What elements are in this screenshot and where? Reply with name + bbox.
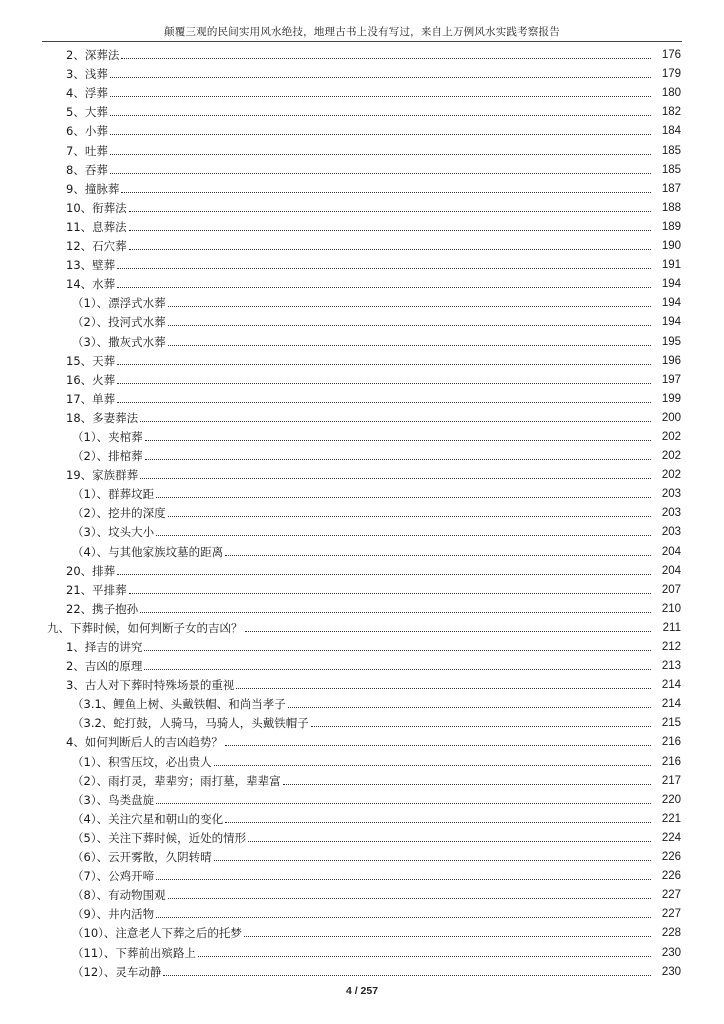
toc-entry[interactable] <box>0 482 724 501</box>
toc-entry-page-number: 202 <box>661 450 681 463</box>
toc-entry[interactable] <box>0 158 724 177</box>
page-number: 4 / 257 <box>345 985 379 997</box>
dot-leader <box>140 612 651 613</box>
toc-entry[interactable] <box>0 177 724 196</box>
toc-entry-label: 13、壁葬 <box>66 258 116 273</box>
dot-leader <box>156 803 651 804</box>
toc-entry[interactable] <box>0 749 724 768</box>
dot-leader <box>140 421 651 422</box>
toc-entry-label: （3）、鸟类盘旋 <box>72 792 155 807</box>
toc-entry[interactable] <box>0 883 724 902</box>
toc-entry-page-number: 184 <box>661 125 681 138</box>
toc-entry-label: （1）、积雪压坟，必出贵人 <box>72 754 212 769</box>
toc-entry-label: 9、撞脉葬 <box>66 181 120 196</box>
dot-leader <box>156 497 651 498</box>
dot-leader <box>110 115 651 116</box>
toc-entry-page-number: 228 <box>661 927 681 940</box>
toc-entry[interactable] <box>0 788 724 807</box>
toc-entry-page-number: 203 <box>661 488 681 501</box>
dot-leader <box>168 345 651 346</box>
toc-entry-page-number: 216 <box>661 755 681 768</box>
dot-leader <box>110 154 651 155</box>
toc-entry[interactable] <box>0 272 724 291</box>
toc-entry-label: （2）、投河式水葬 <box>72 315 166 330</box>
toc-entry-label: （4）、关注穴星和朝山的变化 <box>72 811 224 826</box>
toc-entry-label: （3.2、蛇打鼓，人骑马，马骑人，头戴铁帽子 <box>72 716 309 731</box>
toc-entry[interactable] <box>0 387 724 406</box>
toc-entry-label: （3）、坟头大小 <box>72 525 155 540</box>
toc-entry[interactable] <box>0 406 724 425</box>
toc-entry-page-number: 188 <box>661 201 681 214</box>
dot-leader <box>117 383 651 384</box>
toc-entry-label: （9）、井内活物 <box>72 907 155 922</box>
toc-entry-page-number: 187 <box>661 182 681 195</box>
dot-leader <box>140 478 651 479</box>
toc-entry-label: 九、下葬时候，如何判断子女的吉凶？ <box>47 620 243 635</box>
toc-entry-page-number: 224 <box>661 831 681 844</box>
toc-entry[interactable] <box>0 807 724 826</box>
toc-entry-page-number: 230 <box>661 965 681 978</box>
dot-leader <box>311 726 651 727</box>
dot-leader <box>145 440 651 441</box>
toc-entry[interactable] <box>0 769 724 788</box>
toc-entry[interactable] <box>0 692 724 711</box>
toc-entry[interactable] <box>0 100 724 119</box>
toc-entry-label: 12、石穴葬 <box>66 239 127 254</box>
dot-leader <box>214 860 651 861</box>
toc-entry-page-number: 194 <box>661 316 681 329</box>
toc-entry-label: 14、水葬 <box>66 277 116 292</box>
toc-entry[interactable] <box>0 940 724 959</box>
toc-entry[interactable] <box>0 463 724 482</box>
toc-entry-label: 4、浮葬 <box>66 86 108 101</box>
toc-entry-page-number: 230 <box>661 946 681 959</box>
toc-entry-label: 11、息葬法 <box>66 219 127 234</box>
dot-leader <box>117 364 651 365</box>
toc-entry-page-number: 185 <box>661 144 681 157</box>
dot-leader <box>117 402 651 403</box>
toc-entry-page-number: 220 <box>661 793 681 806</box>
toc-entry-page-number: 180 <box>661 87 681 100</box>
dot-leader <box>225 822 651 823</box>
toc-entry[interactable] <box>0 425 724 444</box>
toc-entry-label: （2）、挖井的深度 <box>72 506 166 521</box>
toc-entry-page-number: 202 <box>661 430 681 443</box>
toc-entry-label: 10、衔葬法 <box>66 200 127 215</box>
dot-leader <box>245 631 652 632</box>
dot-leader <box>144 669 651 670</box>
toc-entry-label: （2）、排棺葬 <box>72 449 143 464</box>
toc-entry-label: （11）、下葬前出殡路上 <box>72 945 196 960</box>
toc-entry-label: （1）、夹棺葬 <box>72 429 143 444</box>
dot-leader <box>156 917 651 918</box>
toc-entry[interactable] <box>0 349 724 368</box>
toc-entry[interactable] <box>0 960 724 979</box>
toc-entry-page-number: 203 <box>661 507 681 520</box>
toc-entry-label: 7、吐葬 <box>66 143 108 158</box>
dot-leader <box>163 975 651 976</box>
toc-entry-page-number: 227 <box>661 908 681 921</box>
dot-leader <box>121 58 651 59</box>
dot-leader <box>168 898 651 899</box>
toc-entry[interactable] <box>0 864 724 883</box>
toc-entry[interactable] <box>0 845 724 864</box>
toc-entry[interactable] <box>0 81 724 100</box>
toc-entry-page-number: 227 <box>661 889 681 902</box>
toc-entry-label: （6）、云开雾散，久阴转晴 <box>72 850 212 865</box>
toc-entry-label: 20、排葬 <box>66 563 116 578</box>
toc-entry-page-number: 202 <box>661 469 681 482</box>
toc-entry-page-number: 210 <box>661 602 681 615</box>
toc-entry[interactable] <box>0 902 724 921</box>
toc-entry-page-number: 203 <box>661 526 681 539</box>
toc-entry[interactable] <box>0 616 724 635</box>
toc-entry-label: 1、择吉的讲究 <box>66 640 143 654</box>
toc-entry-label: （5）、关注下葬时候，近处的情形 <box>72 830 247 845</box>
toc-entry-label: （2）、雨打灵，辈辈穷；雨打墓，辈辈富 <box>72 773 281 788</box>
toc-entry[interactable] <box>0 654 724 673</box>
toc-entry-page-number: 196 <box>661 354 681 367</box>
dot-leader <box>283 784 651 785</box>
toc-entry-label: 2、深葬法 <box>66 48 120 63</box>
toc-entry-label: （3）、撒灰式水葬 <box>72 334 166 349</box>
toc-entry-page-number: 185 <box>661 163 681 176</box>
toc-entry-page-number: 200 <box>661 411 681 424</box>
toc-entry[interactable] <box>0 43 724 62</box>
toc-entry-label: 21、平排葬 <box>66 582 127 597</box>
toc-entry-page-number: 189 <box>661 220 681 233</box>
dot-leader <box>110 96 651 97</box>
toc-entry-page-number: 176 <box>661 49 681 62</box>
toc-entry-page-number: 182 <box>661 106 681 119</box>
toc-entry-label: 15、天葬 <box>66 353 116 368</box>
toc-entry-page-number: 214 <box>661 679 681 692</box>
toc-entry-label: 6、小葬 <box>66 124 108 139</box>
toc-entry[interactable] <box>0 921 724 940</box>
dot-leader <box>198 956 651 957</box>
toc-entry[interactable] <box>0 444 724 463</box>
toc-entry[interactable] <box>0 597 724 616</box>
toc-entry[interactable] <box>0 578 724 597</box>
toc-entry-page-number: 226 <box>661 851 681 864</box>
dot-leader <box>117 268 651 269</box>
toc-entry-label: （7）、公鸡开啼 <box>72 869 155 884</box>
toc-entry-label: （1）、漂浮式水葬 <box>72 296 166 311</box>
toc-entry-label: 17、单葬 <box>66 391 116 406</box>
toc-entry[interactable] <box>0 310 724 329</box>
toc-entry-label: （8）、有动物围观 <box>72 888 166 903</box>
toc-entry-label: 8、吞葬 <box>66 162 108 177</box>
toc-entry[interactable] <box>0 730 724 749</box>
dot-leader <box>236 688 651 689</box>
toc-entry-page-number: 197 <box>661 373 681 386</box>
toc-entry-page-number: 226 <box>661 870 681 883</box>
toc-entry-label: （4）、与其他家族坟墓的距离 <box>72 544 224 559</box>
toc-entry-page-number: 213 <box>661 660 681 673</box>
dot-leader <box>129 211 651 212</box>
toc-entry[interactable] <box>0 673 724 692</box>
toc-entry[interactable] <box>0 368 724 387</box>
toc-entry-page-number: 199 <box>661 392 681 405</box>
dot-leader <box>168 516 651 517</box>
toc-entry-page-number: 194 <box>661 278 681 291</box>
toc-entry-page-number: 194 <box>661 297 681 310</box>
toc-entry-label: 16、火葬 <box>66 372 116 387</box>
toc-entry[interactable] <box>0 520 724 539</box>
toc-entry-label: 4、如何判断后人的吉凶趋势？ <box>66 735 223 750</box>
toc-entry[interactable] <box>0 635 724 654</box>
dot-leader <box>156 879 651 880</box>
toc-entry[interactable] <box>0 711 724 730</box>
toc-entry-label: （10）、注意老人下葬之后的托梦 <box>72 926 242 941</box>
toc-entry[interactable] <box>0 501 724 520</box>
dot-leader <box>288 707 651 708</box>
toc-entry-page-number: 215 <box>661 717 681 730</box>
dot-leader <box>225 555 651 556</box>
toc-entry[interactable] <box>0 253 724 272</box>
toc-entry[interactable] <box>0 234 724 253</box>
toc-entry-page-number: 212 <box>661 641 681 653</box>
toc-entry-page-number: 191 <box>661 259 681 272</box>
toc-entry[interactable] <box>0 539 724 558</box>
dot-leader <box>168 325 651 326</box>
dot-leader <box>168 306 651 307</box>
toc-entry-page-number: 195 <box>661 335 681 348</box>
toc-entry[interactable] <box>0 62 724 81</box>
toc-entry-page-number: 217 <box>661 774 681 787</box>
toc-entry-page-number: 216 <box>661 736 681 749</box>
dot-leader <box>144 650 651 651</box>
toc-entry[interactable] <box>0 138 724 157</box>
toc-entry[interactable] <box>0 119 724 138</box>
toc-entry-page-number: 207 <box>661 583 681 596</box>
dot-leader <box>110 134 651 135</box>
dot-leader <box>129 593 651 594</box>
toc-entry[interactable] <box>0 329 724 348</box>
page-header: 颠覆三观的民间实用风水绝技，地理古书上没有写过，来自上万例风水实践考察报告 <box>164 26 560 38</box>
table-of-contents <box>0 43 724 979</box>
toc-entry[interactable] <box>0 291 724 310</box>
toc-entry-label: 2、吉凶的原理 <box>66 659 143 674</box>
toc-entry-label: 5、大葬 <box>66 105 108 120</box>
dot-leader <box>121 192 651 193</box>
toc-entry-page-number: 190 <box>661 240 681 253</box>
dot-leader <box>145 459 651 460</box>
dot-leader <box>244 936 651 937</box>
toc-entry-page-number: 214 <box>661 698 681 711</box>
toc-entry[interactable] <box>0 196 724 215</box>
dot-leader <box>129 230 651 231</box>
toc-entry-page-number: 211 <box>662 621 681 634</box>
toc-entry-label: （1）、群葬坟距 <box>72 487 155 502</box>
dot-leader <box>214 765 651 766</box>
header-rule <box>42 41 682 42</box>
dot-leader <box>117 287 651 288</box>
dot-leader <box>117 574 651 575</box>
toc-entry-label: 22、携子抱孙 <box>66 601 139 616</box>
toc-entry-label: 19、家族群葬 <box>66 468 139 483</box>
dot-leader <box>110 77 651 78</box>
toc-entry-page-number: 221 <box>661 812 681 825</box>
dot-leader <box>129 249 651 250</box>
dot-leader <box>248 841 651 842</box>
toc-entry-label: （12）、灵车动静 <box>72 964 162 979</box>
toc-entry-label: 3、古人对下葬时特殊场景的重视 <box>66 678 235 693</box>
toc-entry-label: 3、浅葬 <box>66 67 108 82</box>
dot-leader <box>110 173 651 174</box>
toc-entry-label: （3.1、鲤鱼上树、头戴铁帽、和尚当孝子 <box>72 697 286 712</box>
toc-entry[interactable] <box>0 826 724 845</box>
dot-leader <box>156 535 651 536</box>
toc-entry-page-number: 179 <box>661 68 681 81</box>
toc-entry-label: 18、多妻葬法 <box>66 410 139 425</box>
toc-entry[interactable] <box>0 559 724 578</box>
toc-entry-page-number: 204 <box>661 564 681 577</box>
toc-entry[interactable] <box>0 215 724 234</box>
dot-leader <box>225 745 651 746</box>
toc-entry-page-number: 204 <box>661 545 681 558</box>
